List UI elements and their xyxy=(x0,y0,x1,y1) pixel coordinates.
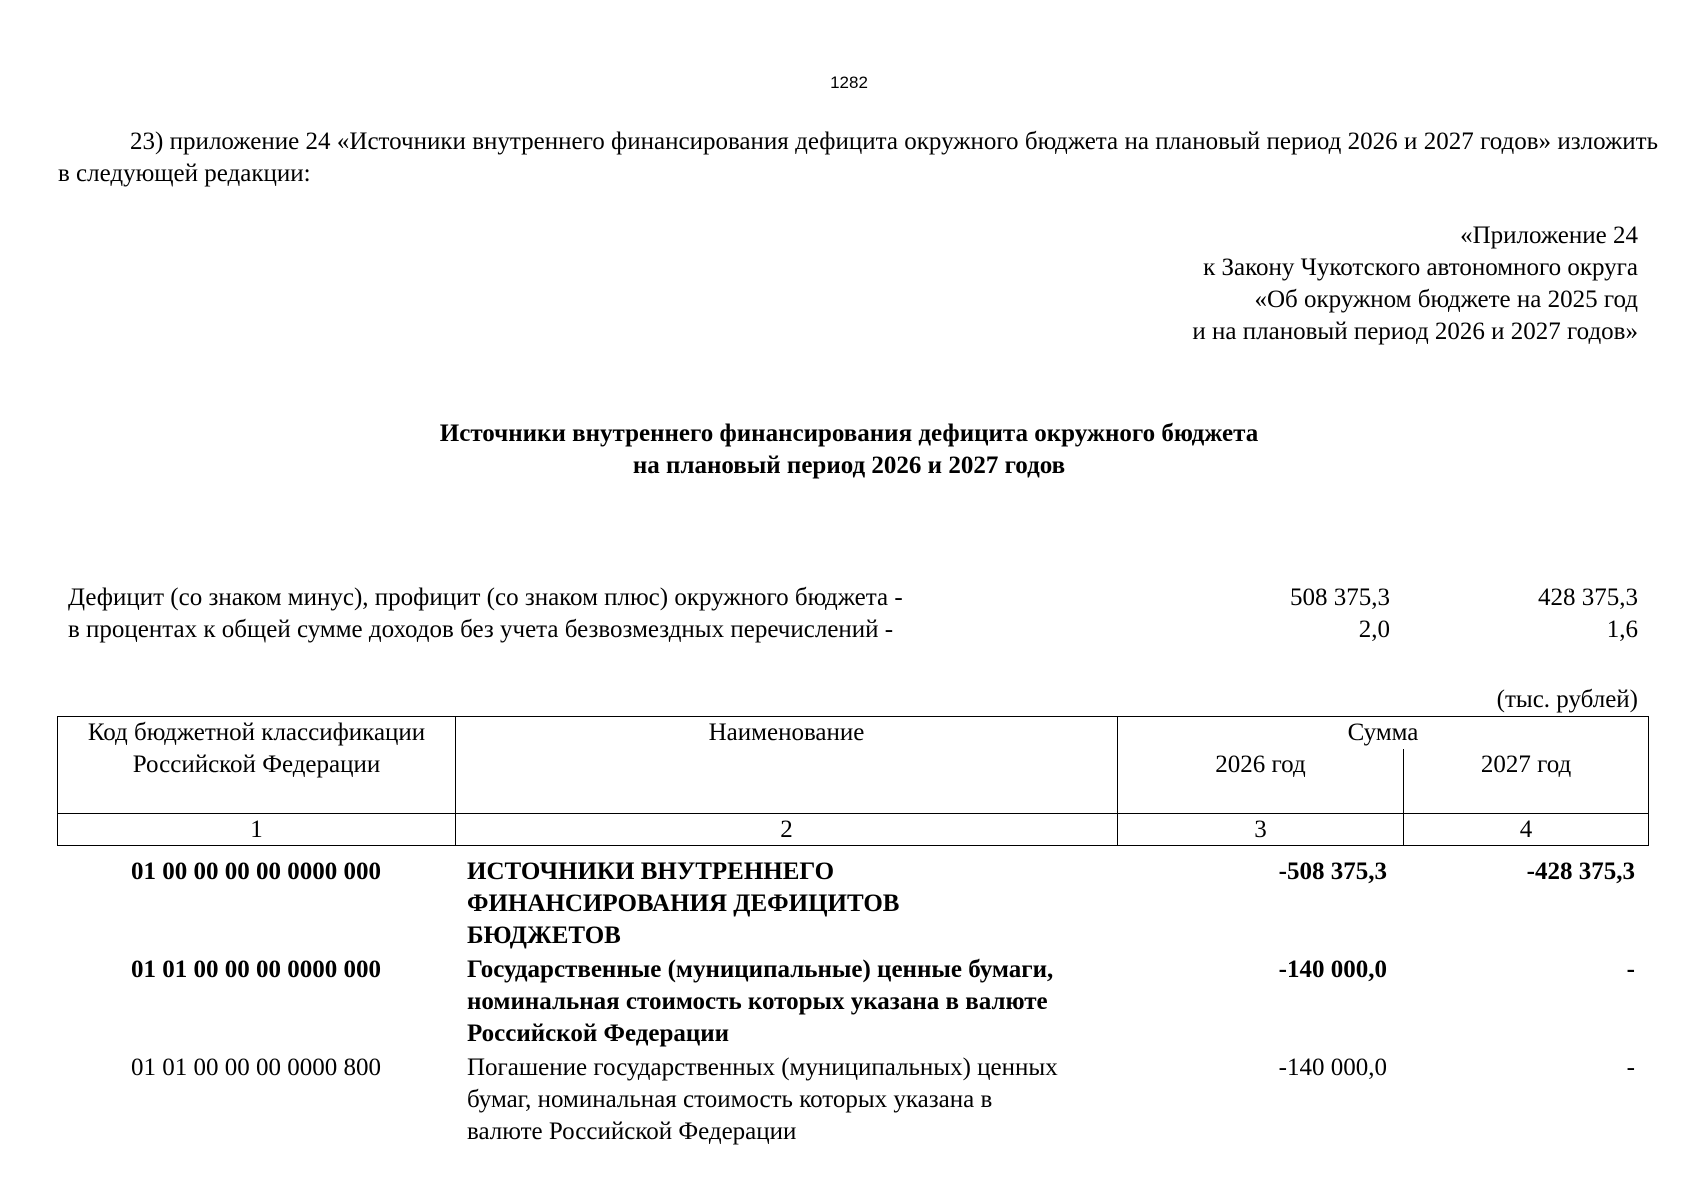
title-line: на плановый период 2026 и 2027 годов xyxy=(632,452,1066,479)
row-value-2026: -140 000,0 xyxy=(1278,1054,1387,1081)
page-number: 1282 xyxy=(830,73,868,92)
row-value-2027: - xyxy=(1626,956,1635,983)
summary-value-2027: 428 375,3 xyxy=(1538,584,1638,611)
summary-row-deficit xyxy=(68,582,1638,614)
row-name: Погашение государственных (муниципальных) ценных бумаг, номинальная стоимость которых указана в валюте Российской Федерации xyxy=(467,1054,1058,1145)
summary-value-2026: 2,0 xyxy=(1358,616,1390,643)
row-code: 01 01 00 00 00 0000 800 xyxy=(131,1054,381,1081)
row-code: 01 01 00 00 00 0000 000 xyxy=(131,956,381,983)
summary-label: Дефицит (со знаком минус), профицит (со знаком плюс) окружного бюджета - xyxy=(68,584,903,611)
column-number: 2 xyxy=(456,814,1118,846)
header-2027: 2027 год xyxy=(1404,749,1649,814)
header-name: Наименование xyxy=(456,717,1118,814)
summary-label: в процентах к общей сумме доходов без учета безвозмездных перечислений - xyxy=(68,616,894,643)
summary-value-2027: 1,6 xyxy=(1606,616,1638,643)
units-label: (тыс. рублей) xyxy=(1496,686,1638,713)
column-number: 4 xyxy=(1404,814,1649,846)
row-value-2027: - xyxy=(1626,1054,1635,1081)
annex-line: к Закону Чукотского автономного округа xyxy=(1203,254,1638,281)
document-title xyxy=(0,418,1698,482)
row-name: Государственные (муниципальные) ценные бумаги, номинальная стоимость которых указана в валюте Российской Федерации xyxy=(467,956,1054,1047)
summary-row-percent xyxy=(68,614,1638,646)
annex-line: и на плановый период 2026 и 2027 годов» xyxy=(1192,318,1638,345)
row-value-2026: -140 000,0 xyxy=(1278,956,1387,983)
header-code: Код бюджетной классификации Российской Федерации xyxy=(58,717,456,814)
row-code: 01 00 00 00 00 0000 000 xyxy=(131,858,381,885)
intro-paragraph: 23) приложение 24 «Источники внутреннего финансирования дефицита окружного бюджета на плановый период 2026 и 2027 годов» изложить в следующей редакции: xyxy=(58,128,1658,187)
column-number: 3 xyxy=(1118,814,1404,846)
row-name: ИСТОЧНИКИ ВНУТРЕННЕГО ФИНАНСИРОВАНИЯ ДЕФИЦИТОВ БЮДЖЕТОВ xyxy=(467,858,900,949)
annex-line: «Об окружном бюджете на 2025 год xyxy=(1254,286,1638,313)
table-header xyxy=(57,716,1649,846)
column-number: 1 xyxy=(58,814,456,846)
annex-line: «Приложение 24 xyxy=(1460,222,1638,249)
title-line: Источники внутреннего финансирования дефицита окружного бюджета xyxy=(439,420,1259,447)
row-value-2026: -508 375,3 xyxy=(1278,858,1387,885)
row-value-2027: -428 375,3 xyxy=(1526,858,1635,885)
header-2026: 2026 год xyxy=(1118,749,1404,814)
summary-value-2026: 508 375,3 xyxy=(1290,584,1390,611)
annex-reference xyxy=(1038,220,1638,348)
header-sum: Сумма xyxy=(1118,717,1649,750)
